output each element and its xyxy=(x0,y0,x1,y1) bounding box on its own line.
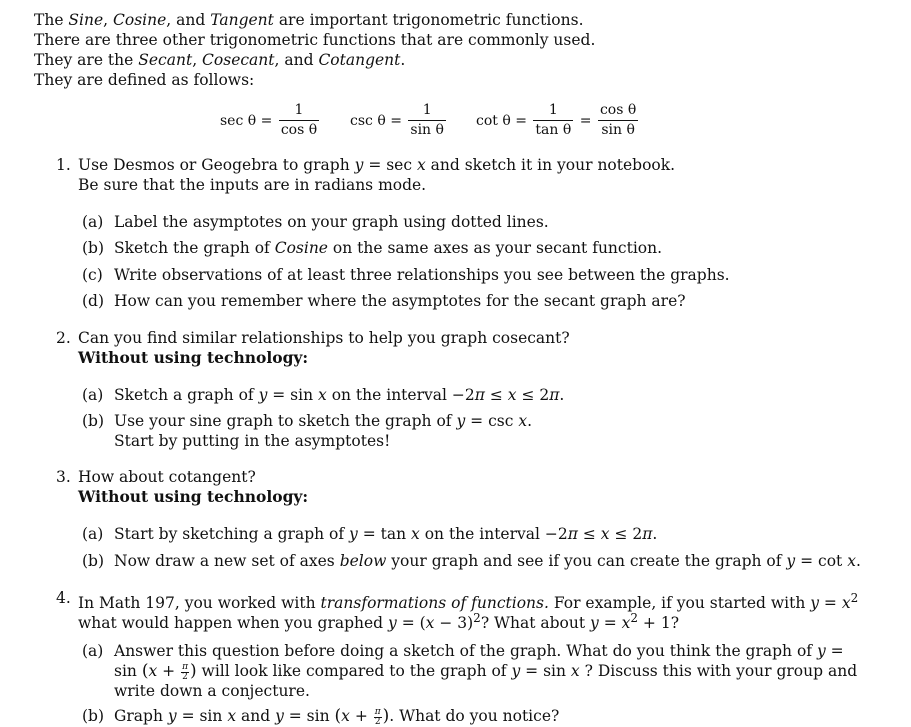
text: + xyxy=(349,707,373,725)
text: = cot xyxy=(795,552,848,570)
numerator: 1 xyxy=(533,102,573,121)
var-x: x xyxy=(518,412,528,430)
numerator: 1 xyxy=(279,102,319,121)
paren: ) xyxy=(382,706,390,726)
var-y: y xyxy=(275,707,284,725)
formula-cosecant xyxy=(350,102,448,146)
fraction xyxy=(598,102,638,139)
q4a-text-line-3: write down a conjecture. xyxy=(114,682,310,700)
q2a-label: (a) xyxy=(82,386,104,404)
q1b-label: (b) xyxy=(82,239,105,257)
term-transformations: transformations of functions. xyxy=(320,594,549,613)
var-x: x xyxy=(621,614,631,633)
text: Now draw a new set of axes xyxy=(114,552,340,570)
var-x: x xyxy=(318,386,327,404)
text: ? What about xyxy=(480,614,590,633)
term-sine: Sine xyxy=(68,11,104,29)
paren: ( xyxy=(334,706,342,726)
var-x: x xyxy=(227,707,237,725)
text: Answer this question before doing a sketch of the graph. What do you think the graph of xyxy=(114,642,817,660)
text: . xyxy=(652,525,658,543)
text: = sin xyxy=(520,662,571,680)
var-x: x xyxy=(841,594,851,613)
var-x: x xyxy=(600,525,610,543)
intro-line-1 xyxy=(34,10,584,30)
q3a-text xyxy=(114,524,657,544)
text: . xyxy=(855,552,861,570)
text: = csc xyxy=(465,412,519,430)
text: , and xyxy=(274,51,319,69)
q4b-label: (b) xyxy=(82,707,105,725)
numerator: π xyxy=(182,661,188,672)
var-x: x xyxy=(425,614,435,633)
text: on the same axes as your secant function. xyxy=(327,239,663,257)
fraction-pi-over-2 xyxy=(374,708,382,727)
q1b-text xyxy=(114,238,662,258)
var-y: y xyxy=(258,386,268,404)
paren: ( xyxy=(141,661,149,681)
q1-line-1 xyxy=(78,155,675,175)
fraction xyxy=(533,102,573,139)
text: = sin xyxy=(283,707,335,725)
text: The xyxy=(34,11,69,29)
q4a-text-line-2 xyxy=(114,661,857,682)
var-y: y xyxy=(590,614,599,633)
q4b-text xyxy=(114,706,559,727)
text: In Math 197, you worked with xyxy=(78,594,321,613)
term-tangent: Tangent xyxy=(210,11,274,29)
text: ≤ xyxy=(577,525,601,543)
intro-line-4: They are defined as follows: xyxy=(34,71,255,89)
text: Sketch the graph of xyxy=(114,239,275,257)
q2b-text-line-2: Start by putting in the asymptotes! xyxy=(114,432,391,450)
text: . xyxy=(559,386,565,404)
q4-number: 4. xyxy=(56,589,71,607)
var-y: y xyxy=(511,662,521,680)
q1a-label: (a) xyxy=(82,213,104,231)
var-x: x xyxy=(847,552,856,570)
text: + xyxy=(157,662,181,680)
denominator: 2 xyxy=(374,716,381,727)
var-y: y xyxy=(786,552,796,570)
text: your graph and see if you can create the graph of xyxy=(386,552,787,570)
var-x: x xyxy=(341,707,350,725)
exponent: 2 xyxy=(850,591,859,605)
var-y: y xyxy=(810,594,819,613)
numerator: cos θ xyxy=(598,102,638,121)
pi: π xyxy=(642,525,653,543)
q3b-text xyxy=(114,551,861,571)
pi: π xyxy=(474,386,485,404)
var-y: y xyxy=(167,707,177,725)
text: will look like compared to the graph of xyxy=(196,662,512,680)
text: sin xyxy=(114,662,142,680)
term-cosine: Cosine xyxy=(274,239,328,257)
var-x: x xyxy=(570,662,580,680)
q3a-label: (a) xyxy=(82,525,104,543)
q2b-text xyxy=(114,411,532,431)
fraction-pi-over-2 xyxy=(181,663,189,682)
q4a-text-line-1 xyxy=(114,641,844,661)
var-y: y xyxy=(354,156,364,174)
text: on the interval −2 xyxy=(419,525,568,543)
equals-sign: = xyxy=(579,112,592,129)
term-cosine: Cosine xyxy=(113,11,167,29)
q3-no-tech-heading: Without using technology: xyxy=(78,487,309,506)
var-y: y xyxy=(349,525,358,543)
text: They are the xyxy=(34,51,139,69)
q1d-text: How can you remember where the asymptotes for the secant graph are? xyxy=(114,292,686,310)
fraction xyxy=(279,102,319,139)
q1-number: 1. xyxy=(56,156,71,174)
fraction xyxy=(408,102,446,139)
var-x: x xyxy=(416,156,426,174)
term-cotangent: Cotangent xyxy=(318,51,401,69)
text: ≤ 2 xyxy=(516,386,550,404)
intro-line-3 xyxy=(34,50,405,70)
intro-line-2: There are three other trigonometric functions that are commonly used. xyxy=(34,31,596,49)
text: = sin xyxy=(267,386,319,404)
q1d-label: (d) xyxy=(82,292,105,310)
var-y: y xyxy=(388,614,397,633)
q2-line-1: Can you find similar relationships to help you graph cosecant? xyxy=(78,329,570,347)
text: on the interval −2 xyxy=(326,386,475,404)
text: . xyxy=(400,51,406,69)
var-x: x xyxy=(507,386,517,404)
formula-cotangent xyxy=(476,102,640,146)
formula-secant xyxy=(220,102,321,146)
q2-number: 2. xyxy=(56,329,71,347)
q1c-text: Write observations of at least three relationships you see between the graphs. xyxy=(114,266,730,284)
q1c-label: (c) xyxy=(82,266,103,284)
text: = xyxy=(825,642,844,660)
exponent: 2 xyxy=(630,611,638,625)
text: + 1? xyxy=(638,614,680,633)
text: Sketch a graph of xyxy=(114,386,259,404)
text: . What do you notice? xyxy=(389,707,560,725)
formula-lhs: cot θ = xyxy=(476,112,527,129)
emphasis-below: below xyxy=(339,552,387,570)
text: = tan xyxy=(357,525,412,543)
q2-no-tech-heading: Without using technology: xyxy=(78,348,309,367)
term-cosecant: Cosecant xyxy=(202,51,275,69)
formula-lhs: sec θ = xyxy=(220,112,273,129)
denominator: sin θ xyxy=(601,122,635,138)
q4-line-2 xyxy=(78,608,679,633)
text: Use your sine graph to sketch the graph of xyxy=(114,412,457,430)
paren: ) xyxy=(189,661,197,681)
text: , xyxy=(192,51,203,69)
text: , xyxy=(103,11,114,29)
text: , and xyxy=(166,11,211,29)
denominator: sin θ xyxy=(410,122,444,138)
text: ≤ xyxy=(484,386,508,404)
text: and xyxy=(236,707,276,725)
text: = ( xyxy=(396,614,426,633)
text: − 3) xyxy=(434,614,474,633)
exponent: 2 xyxy=(473,611,481,625)
pi: π xyxy=(549,386,560,404)
pi: π xyxy=(567,525,578,543)
numerator: 1 xyxy=(408,102,446,121)
denominator: cos θ xyxy=(280,122,318,138)
text: what would happen when you graphed xyxy=(78,614,389,633)
text: For example, if you started with xyxy=(548,594,811,613)
q2b-label: (b) xyxy=(82,412,105,430)
text: ? Discuss this with your group and xyxy=(579,662,858,680)
text: . xyxy=(527,412,533,430)
text: = sin xyxy=(176,707,228,725)
var-y: y xyxy=(456,412,466,430)
q1a-text: Label the asymptotes on your graph using dotted lines. xyxy=(114,213,549,231)
q3-line-1: How about cotangent? xyxy=(78,468,256,486)
text: are important trigonometric functions. xyxy=(273,11,584,29)
q3-number: 3. xyxy=(56,468,71,486)
q4a-label: (a) xyxy=(82,642,104,660)
numerator: π xyxy=(374,706,381,717)
var-x: x xyxy=(411,525,420,543)
text: = xyxy=(598,614,622,633)
text: Use Desmos or Geogebra to graph xyxy=(78,156,355,174)
q3b-label: (b) xyxy=(82,552,105,570)
var-x: x xyxy=(148,662,158,680)
term-secant: Secant xyxy=(138,51,193,69)
var-y: y xyxy=(816,642,826,660)
formula-lhs: csc θ = xyxy=(350,112,402,129)
text: Graph xyxy=(114,707,168,725)
text: ≤ 2 xyxy=(609,525,643,543)
text: = xyxy=(819,594,842,613)
denominator: tan θ xyxy=(535,122,572,138)
denominator: 2 xyxy=(182,671,188,682)
q2a-text xyxy=(114,385,564,405)
text: = sec xyxy=(363,156,417,174)
text: Start by sketching a graph of xyxy=(114,525,350,543)
q1-line-2: Be sure that the inputs are in radians mode. xyxy=(78,176,427,194)
text: and sketch it in your notebook. xyxy=(425,156,676,174)
